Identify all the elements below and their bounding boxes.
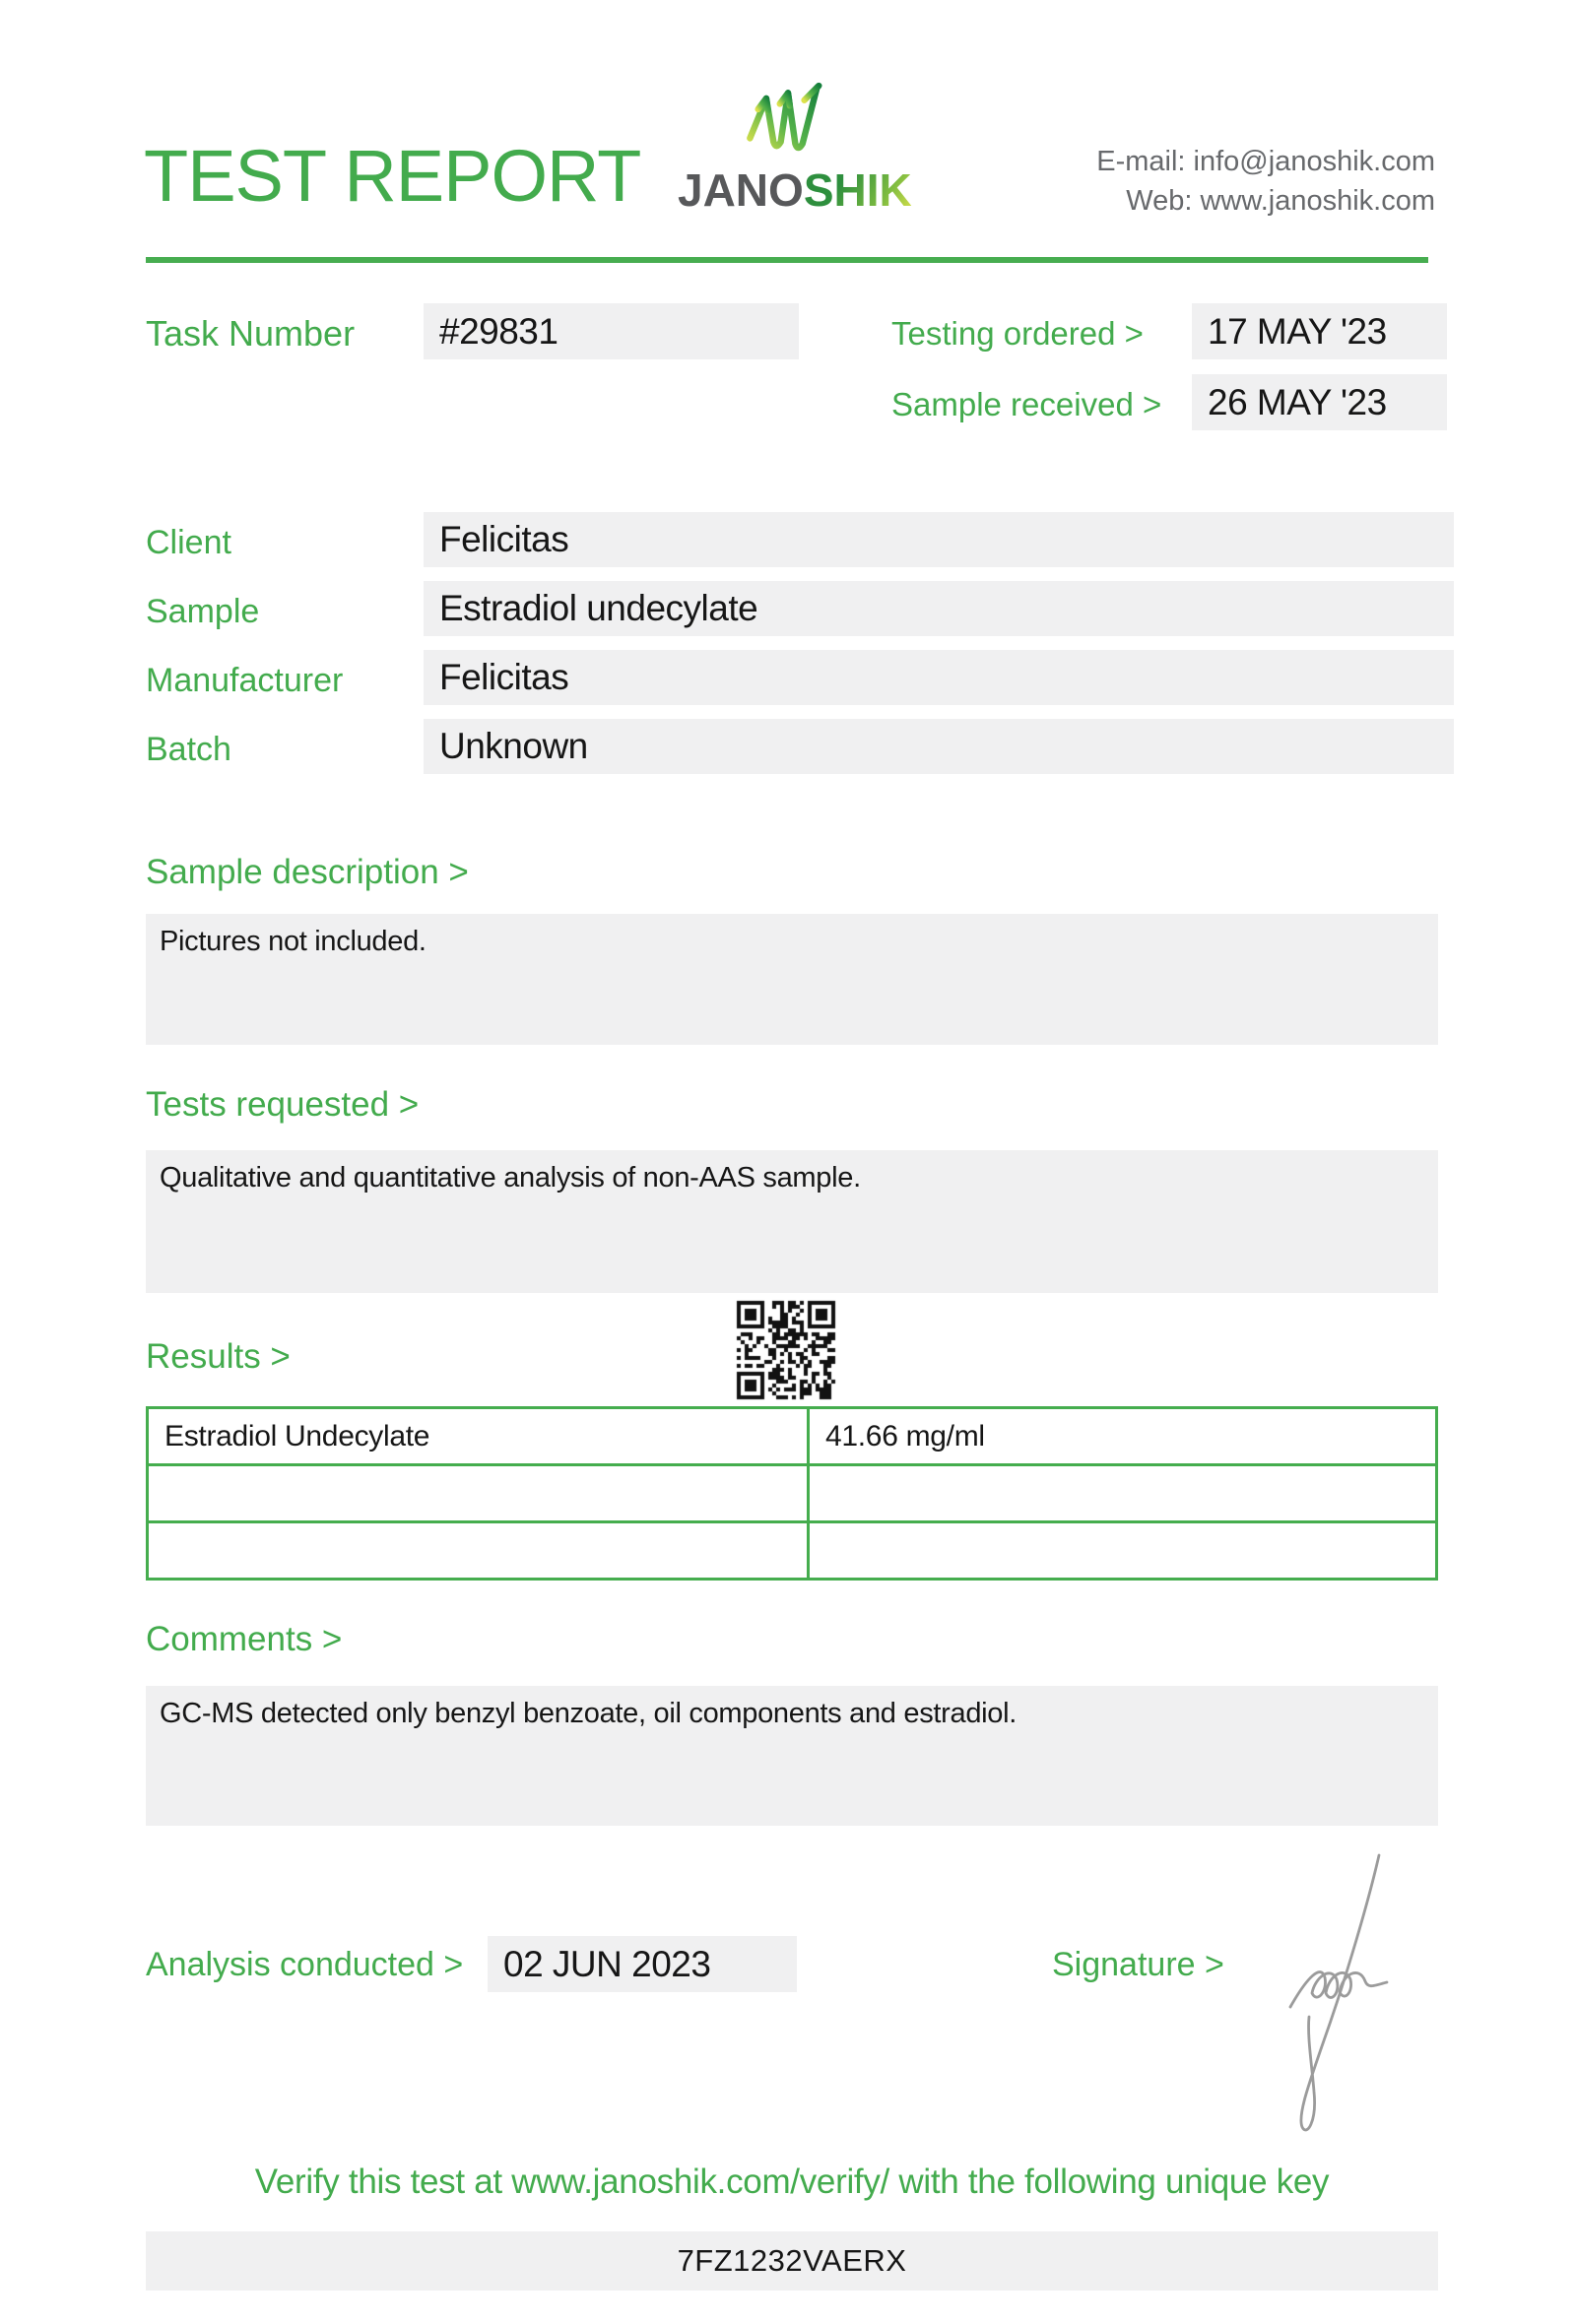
contact-info <box>1096 142 1435 221</box>
result-value-cell <box>809 1465 1437 1522</box>
header-divider <box>146 257 1428 263</box>
comments-heading: Comments > <box>146 1620 343 1658</box>
task-number-value: #29831 <box>424 303 799 359</box>
results-table-row <box>148 1522 1437 1580</box>
logo-wordmark <box>678 164 912 216</box>
sample-received-label: Sample received > <box>891 386 1162 422</box>
batch-label: Batch <box>146 731 231 768</box>
results-table <box>146 1406 1438 1581</box>
tests-requested-text: Qualitative and quantitative analysis of non-AAS sample. <box>160 1162 861 1194</box>
comments-box <box>146 1686 1438 1826</box>
logo-text-shik: SHIK <box>803 164 912 216</box>
contact-web: Web: www.janoshik.com <box>1126 185 1435 218</box>
logo-text-jano: JANO <box>678 164 804 216</box>
result-value-cell: 41.66 mg/ml <box>809 1408 1437 1465</box>
sample-value: Estradiol undecylate <box>424 581 1454 636</box>
tests-requested-heading: Tests requested > <box>146 1085 420 1124</box>
verify-instruction: Verify this test at www.janoshik.com/verify/ with the following unique key <box>254 2163 1330 2201</box>
batch-value: Unknown <box>424 719 1454 774</box>
analysis-conducted-label: Analysis conducted > <box>146 1946 464 1983</box>
janoshik-logo <box>678 77 912 216</box>
page-title: TEST REPORT <box>144 135 641 217</box>
manufacturer-value: Felicitas <box>424 650 1454 705</box>
result-value-cell <box>809 1522 1437 1580</box>
sample-description-heading: Sample description > <box>146 853 469 891</box>
manufacturer-label: Manufacturer <box>146 662 344 699</box>
signature-label: Signature > <box>1052 1946 1224 1983</box>
testing-ordered-label: Testing ordered > <box>891 315 1144 352</box>
result-analyte-cell <box>148 1465 809 1522</box>
client-label: Client <box>146 524 231 561</box>
qr-code <box>736 1300 836 1400</box>
results-table-row <box>148 1408 1437 1465</box>
sample-label: Sample <box>146 593 260 630</box>
result-analyte-cell <box>148 1522 809 1580</box>
sample-received-value: 26 MAY '23 <box>1192 374 1447 430</box>
verify-key-value: 7FZ1232VAERX <box>146 2231 1438 2291</box>
comments-text: GC-MS detected only benzyl benzoate, oil components and estradiol. <box>160 1698 1018 1729</box>
results-table-row <box>148 1465 1437 1522</box>
tests-requested-box <box>146 1150 1438 1293</box>
sample-description-text: Pictures not included. <box>160 926 427 957</box>
growth-chart-icon <box>678 77 898 163</box>
handwritten-signature <box>1263 1847 1411 2148</box>
sample-description-box <box>146 914 1438 1045</box>
analysis-date-value: 02 JUN 2023 <box>488 1936 797 1992</box>
testing-ordered-value: 17 MAY '23 <box>1192 303 1447 359</box>
result-analyte-cell: Estradiol Undecylate <box>148 1408 809 1465</box>
results-heading: Results > <box>146 1337 291 1376</box>
task-number-label: Task Number <box>146 313 356 354</box>
contact-email: E-mail: info@janoshik.com <box>1096 146 1435 177</box>
client-value: Felicitas <box>424 512 1454 567</box>
